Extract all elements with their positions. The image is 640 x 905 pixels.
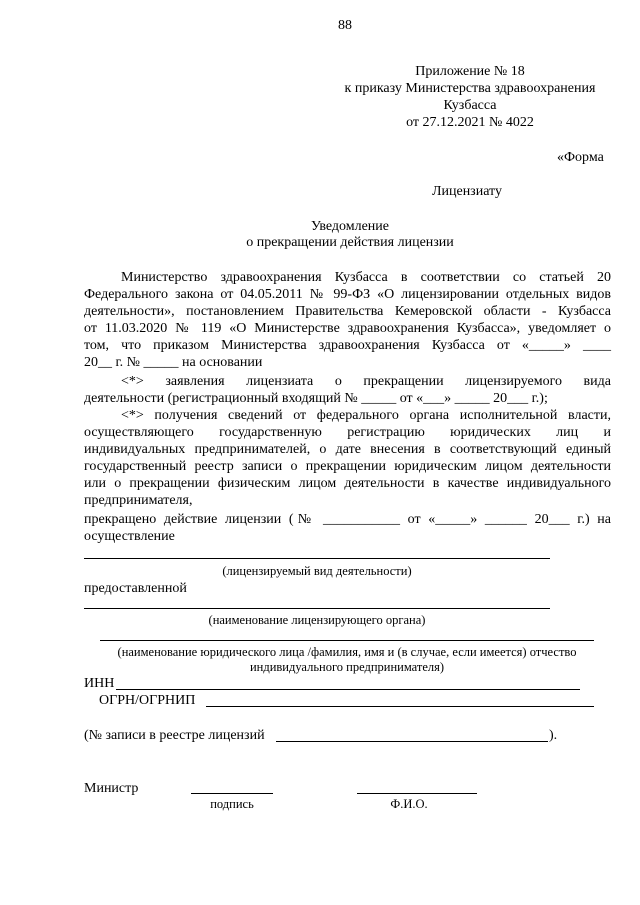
name-line [357, 793, 477, 794]
body-line: 20__ г. № _____ на основании [84, 355, 263, 370]
provided-label: предоставленной [84, 581, 187, 596]
ogrn-field-line [206, 706, 594, 707]
body-line: предпринимателя, [84, 493, 193, 508]
signatory-role: Министр [84, 781, 139, 796]
body-line: том, что приказом Министерства здравоохранения Кузбасса от «_____» ____ [84, 338, 611, 353]
appendix-title: Приложение № 18 [415, 64, 525, 79]
activity-caption: (лицензируемый вид деятельности) [222, 564, 412, 578]
body-line: деятельности (регистрационный входящий № _____ от «___» _____ 20___ г.); [84, 391, 548, 406]
licensee-field-line [100, 640, 594, 641]
addressee: Лицензиату [432, 184, 502, 199]
body-line: осуществление [84, 529, 175, 544]
registry-label: (№ записи в реестре лицензий [84, 728, 265, 743]
signature-line [191, 793, 273, 794]
appendix-date: от 27.12.2021 № 4022 [406, 115, 534, 130]
body-line: осуществляющего государственную регистрацию юридических лиц и [84, 425, 611, 440]
body-line: государственный реестр записи о прекращении юридическим лицом деятельности [84, 459, 611, 474]
appendix-region: Кузбасса [443, 98, 497, 113]
body-line: от 11.03.2020 № 119 «О Министерстве здравоохранения Кузбасса», уведомляет о [84, 321, 611, 336]
body-line: индивидуальных предпринимателей, о дате внесения в соответствующий единый [84, 442, 611, 457]
inn-field-line [116, 689, 580, 690]
licensee-caption-1: (наименование юридического лица /фамилия, имя и (в случае, если имеется) отчество [117, 645, 577, 659]
body-line: <*> получения сведений от федерального органа исполнительной власти, [121, 408, 611, 423]
body-line: Министерство здравоохранения Кузбасса в соответствии со статьей 20 [121, 270, 611, 285]
body-line: или о прекращении физическим лицом деятельности в качестве индивидуального [84, 476, 611, 491]
authority-caption: (наименование лицензирующего органа) [208, 613, 426, 627]
appendix-order: к приказу Министерства здравоохранения [344, 81, 596, 96]
page-number: 88 [338, 18, 352, 33]
registry-field-line [276, 741, 548, 742]
inn-label: ИНН [84, 676, 115, 691]
body-line: <*> заявления лицензиата о прекращении лицензируемого вида [121, 374, 611, 389]
registry-end: ). [549, 728, 558, 743]
title-line-2: о прекращении действия лицензии [246, 235, 454, 250]
authority-field-line [84, 608, 550, 609]
activity-field-line [84, 558, 550, 559]
body-line: Федерального закона от 04.05.2011 № 99-ФЗ «О лицензировании отдельных видов [84, 287, 611, 302]
body-line: прекращено действие лицензии (№ ___________ от «_____» ______ 20___ г.) на [84, 512, 611, 527]
form-label: «Форма [557, 150, 604, 165]
ogrn-label: ОГРН/ОГРНИП [99, 693, 196, 708]
name-caption: Ф.И.О. [390, 797, 428, 811]
signature-caption: подпись [210, 797, 254, 811]
licensee-caption-2: индивидуального предпринимателя) [249, 660, 445, 674]
body-line: деятельности», постановлением Правительства Кемеровской области - Кузбасса [84, 304, 611, 319]
title-line-1: Уведомление [310, 219, 389, 234]
